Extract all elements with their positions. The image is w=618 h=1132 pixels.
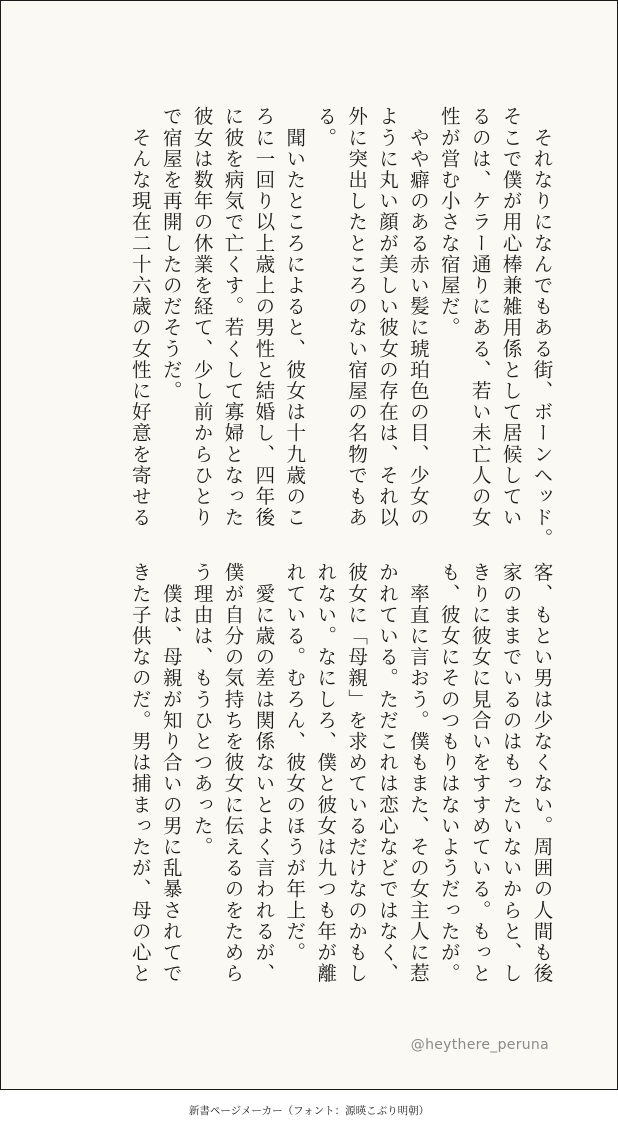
text-column: 彼女に「母親」を求めているだけなのかもし [345,562,369,984]
text-column: るのは、ケラー通りにある、若い未亡人の女 [468,106,492,528]
text-column: で宿屋を再開したのだそうだ。 [159,106,183,402]
text-column: 彼女は数年の休業を経て、少し前からひとり [190,106,214,528]
text-column: 率直に言おう。僕もまた、その女主人に惹 [406,562,430,984]
text-column: それなりになんでもある街、ボーンヘッド。 [530,106,554,550]
text-column: れている。むろん、彼女のほうが年上だ。 [283,562,307,963]
text-column: やや癖のある赤い髪に琥珀色の目、少女の [406,106,430,528]
text-column: る。 [314,106,338,149]
text-column: きた子供なのだ。男は捕まったが、母の心と [128,562,152,984]
text-column: 僕が自分の気持ちを彼女に伝えるのをためら [221,562,245,984]
author-handle: @heythere_peruna [410,1037,549,1053]
text-column: 外に突出したところのない宿屋の名物でもあ [345,106,369,528]
text-column: 僕は、母親が知り合いの男に乱暴されてで [159,562,183,984]
text-column: ように丸い顔が美しい彼女の存在は、それ以 [376,106,399,528]
app-caption: 新書ページメーカー（フォント：源暎こぶり明朝） [188,1105,430,1117]
text-column: かれている。ただこれは恋心などではなく、 [376,562,399,984]
text-column: 性が営む小さな宿屋だ。 [437,106,461,339]
text-column: う理由は、もうひとつあった。 [190,562,214,858]
text-column: 客、もとい男は少なくない。周囲の人間も後 [530,562,554,984]
text-column: 聞いたところによると、彼女は十九歳のこ [283,106,307,528]
text-column: も、彼女にそのつもりはないようだったが。 [437,562,461,984]
text-column: 家のままでいるのはもったいないからと、し [499,562,523,984]
text-column: れない。なにしろ、僕と彼女は九つも年が離 [314,562,338,984]
text-column: ろに一回り以上歳上の男性と結婚し、四年後 [252,106,276,528]
text-column: に彼を病気で亡くす。若くして寡婦となった [221,106,245,528]
text-column: 愛に歳の差は関係ないとよく言われるが、 [252,562,276,984]
text-column: きりに彼女に見合いをすすめている。もっと [468,562,492,984]
text-column: そんな現在二十六歳の女性に好意を寄せる [128,106,152,528]
text-column: そこで僕が用心棒兼雑用係として居候してい [499,106,523,528]
